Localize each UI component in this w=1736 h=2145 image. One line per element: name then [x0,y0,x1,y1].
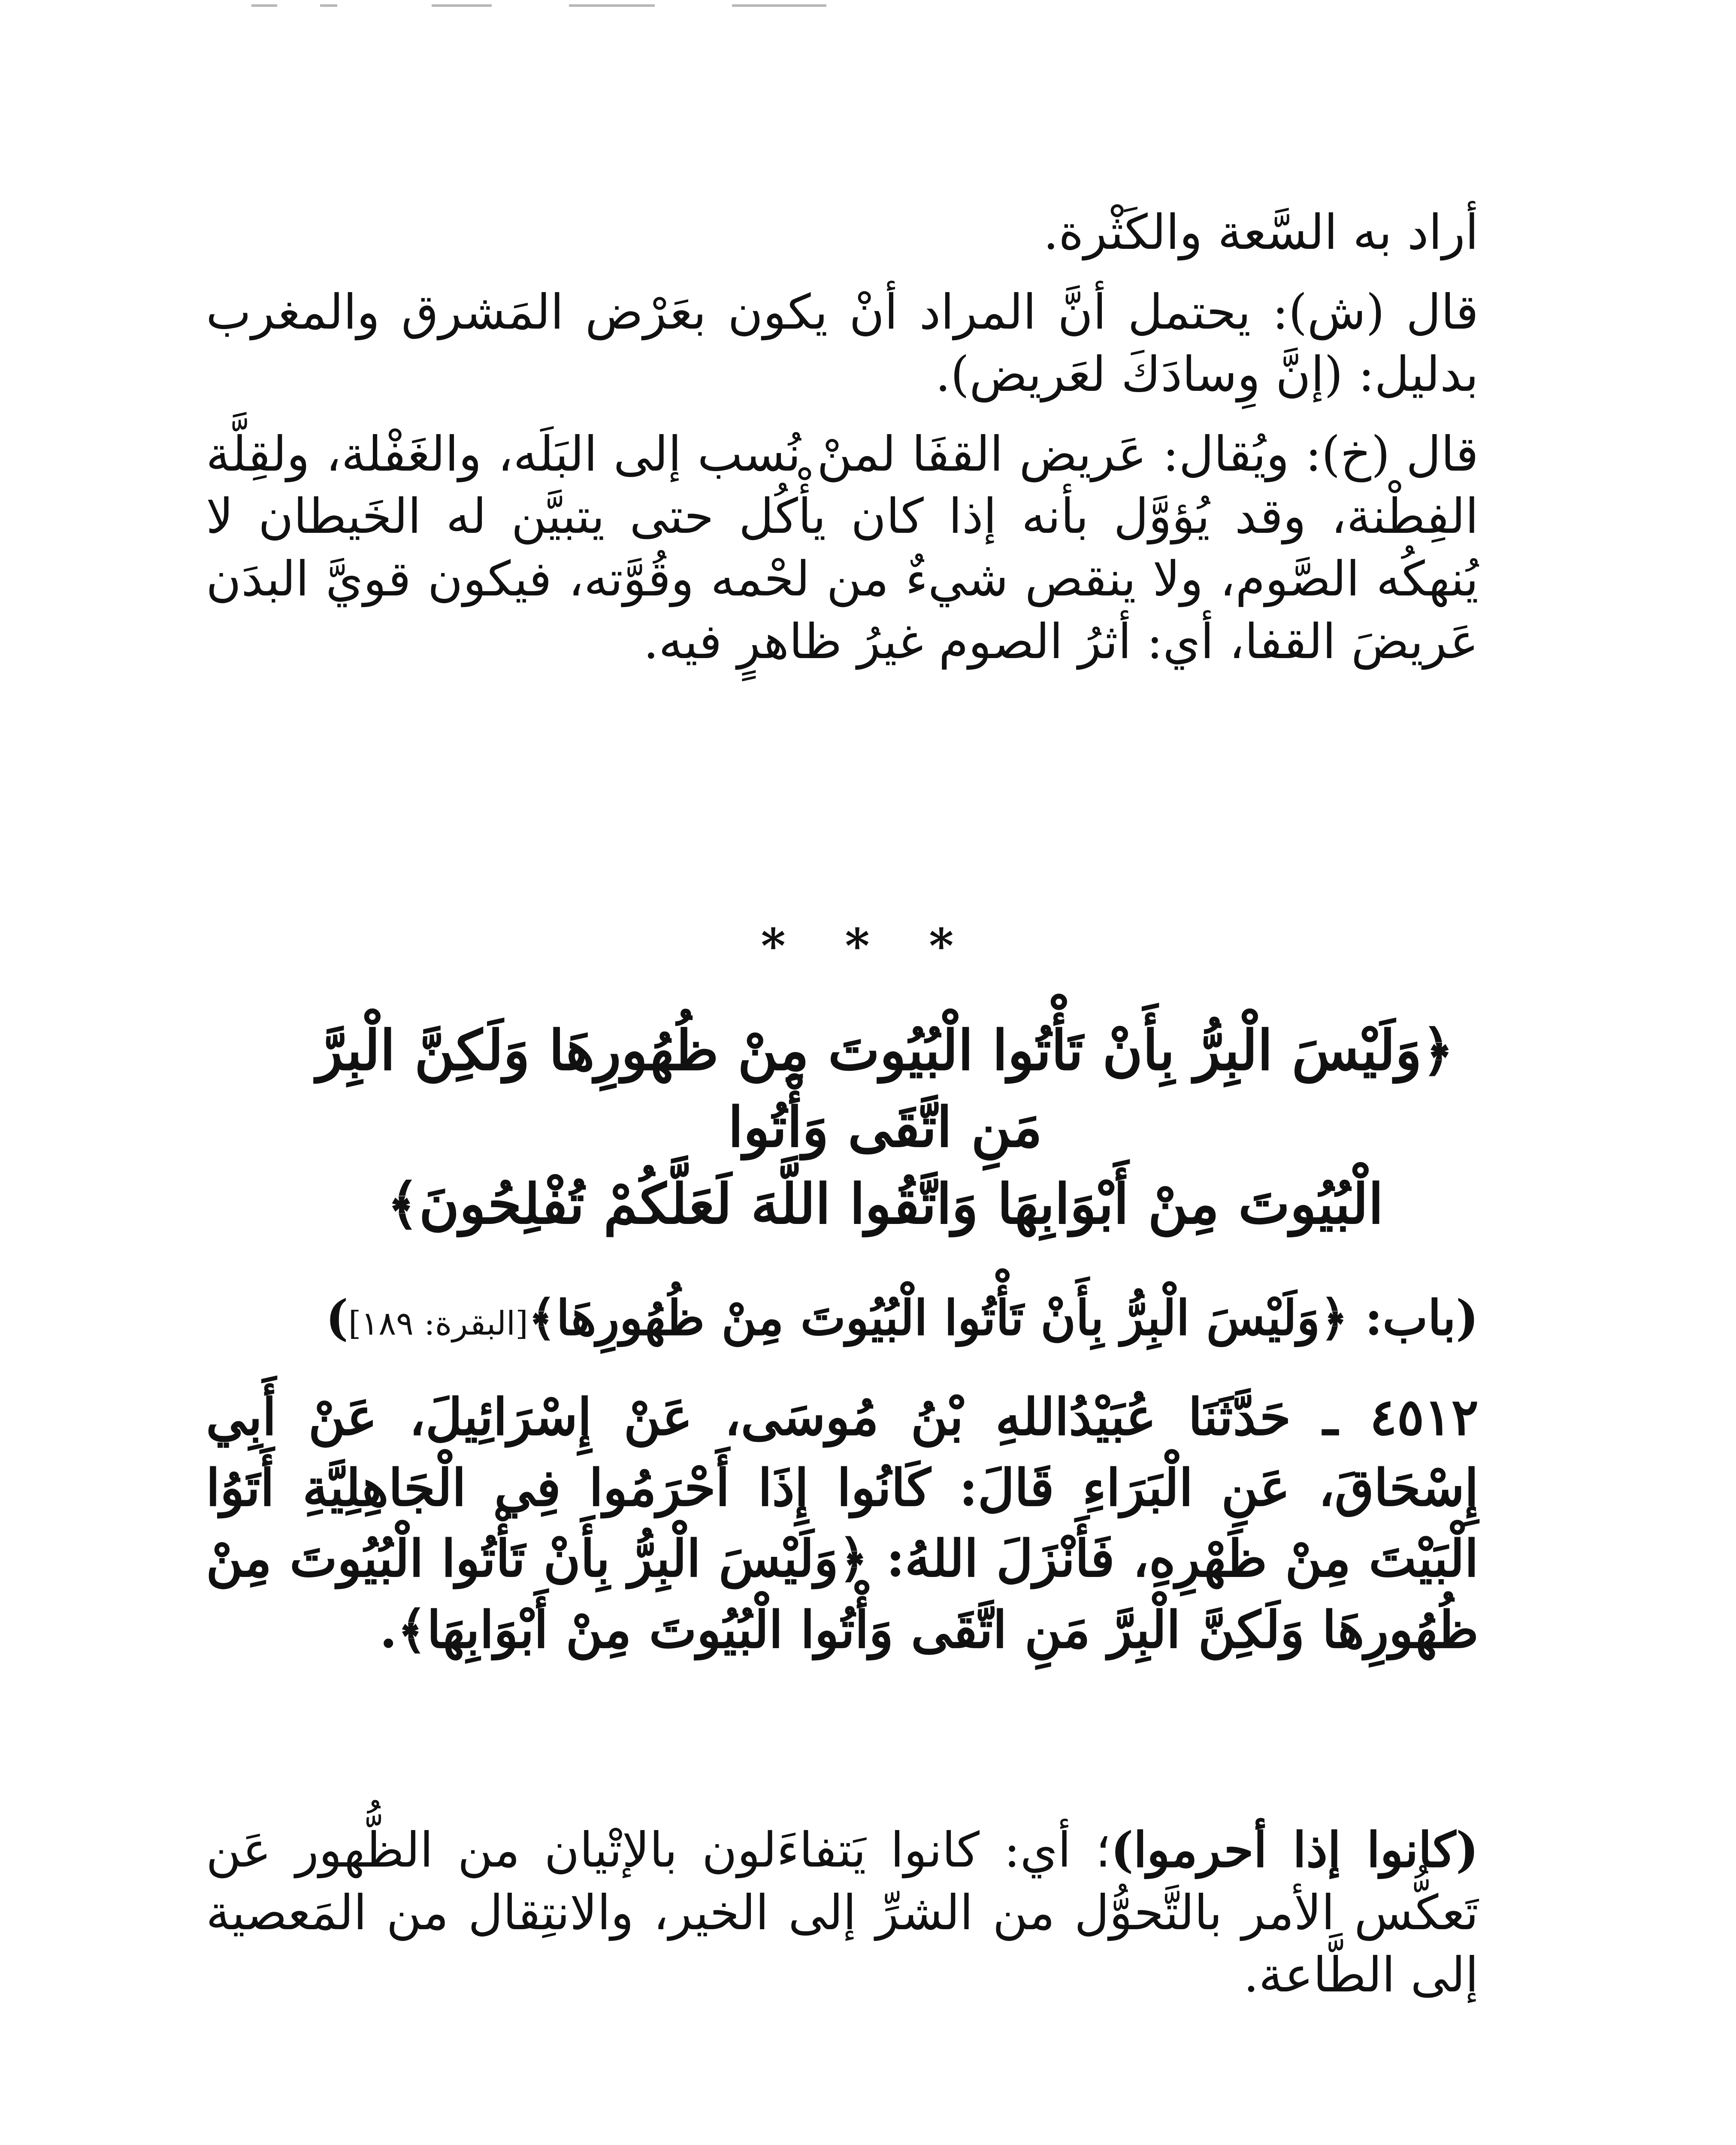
bab-reference: [البقرة: ١٨٩] [348,1304,528,1342]
quran-verse-line-2: الْبُيُوتَ مِنْ أَبْوَابِهَا وَاتَّقُوا اللَّهَ لَعَلَّكُمْ تُفْلِحُونَ﴾ [387,1172,1384,1237]
scan-artifact-line [320,4,337,7]
scan-artifact-line [432,4,492,7]
commentary-lead: (كانوا إذا أحرموا) [1110,1822,1479,1878]
bab-verse: ﴿وَلَيْسَ الْبِرُّ بِأَنْ تَأْتُوا الْبُيُوتَ مِنْ ظُهُورِهَا﴾ [528,1290,1348,1346]
quran-verse-heading [292,1012,1479,1243]
bab-heading [206,1287,1479,1350]
quran-verse-line-1: ﴿وَلَيْسَ الْبِرُّ بِأَنْ تَأْتُوا الْبُيُوتَ مِنْ ظُهُورِهَا وَلَكِنَّ الْبِرَّ مَنِ اتَّقَى وَأْتُوا [316,1018,1454,1160]
scan-artifact-line [569,4,655,7]
hadith-text [206,1381,1479,1665]
paragraph-3: قال (خ): ويُقال: عَريض القفَا لمنْ نُسب إلى البَلَه، والغَفْلة، ولقِلَّة الفِطْنة، وقد يُؤوَّل بأنه إذا كان يأْكُل حتى يتبيَّن له الخَيطان لا يُنهكُه الصَّوم، ولا ينقص شيءٌ من لحْمه وقُوَّته، فيكون قويَّ البدَن عَريضَ القفا، أي: أثرُ الصوم غيرُ ظاهرٍ فيه. [206,426,1479,670]
commentary-text: ؛ أي: كانوا يَتفاءَلون بالإتْيان من الظُّهور عَن تَعكُّس الأمر بالتَّحوُّل من الشرِّ إلى الخير، والانتِقال من المَعصية إلى الطَّاعة. [206,1822,1479,2003]
bab-label: (باب: [1348,1290,1479,1346]
section-separator: * * * [761,918,975,973]
scan-artifact-line [251,4,277,7]
paragraph-1: أراد به السَّعة والكَثْرة. [1043,205,1479,260]
paragraph-2: قال (ش): يحتمل أنَّ المراد أنْ يكون بعَرْض المَشرق والمغرب بدليل: (إنَّ وِسادَكَ لعَريض). [206,284,1479,403]
scan-artifact-line [732,4,826,7]
bab-close: ) [325,1290,348,1346]
hadith-number: ٤٥١٢ [1370,1387,1479,1447]
hadith-body: ـ حَدَّثَنَا عُبَيْدُاللهِ بْنُ مُوسَى، عَنْ إِسْرَائِيلَ، عَنْ أَبِي إِسْحَاقَ، عَنِ الْبَرَاءِ قَالَ: كَانُوا إِذَا أَحْرَمُوا فِي الْجَاهِلِيَّةِ أَتَوُا الْبَيْتَ مِنْ ظَهْرِهِ، فَأَنْزَلَ اللهُ: ﴿وَلَيْسَ الْبِرُّ بِأَنْ تَأْتُوا الْبُيُوتَ مِنْ ظُهُورِهَا وَلَكِنَّ الْبِرَّ مَنِ اتَّقَى وَأْتُوا الْبُيُوتَ مِنْ أَبْوَابِهَا﴾. [206,1387,1479,1659]
commentary-bottom [206,1819,1479,2007]
commentary-top [206,202,1479,673]
